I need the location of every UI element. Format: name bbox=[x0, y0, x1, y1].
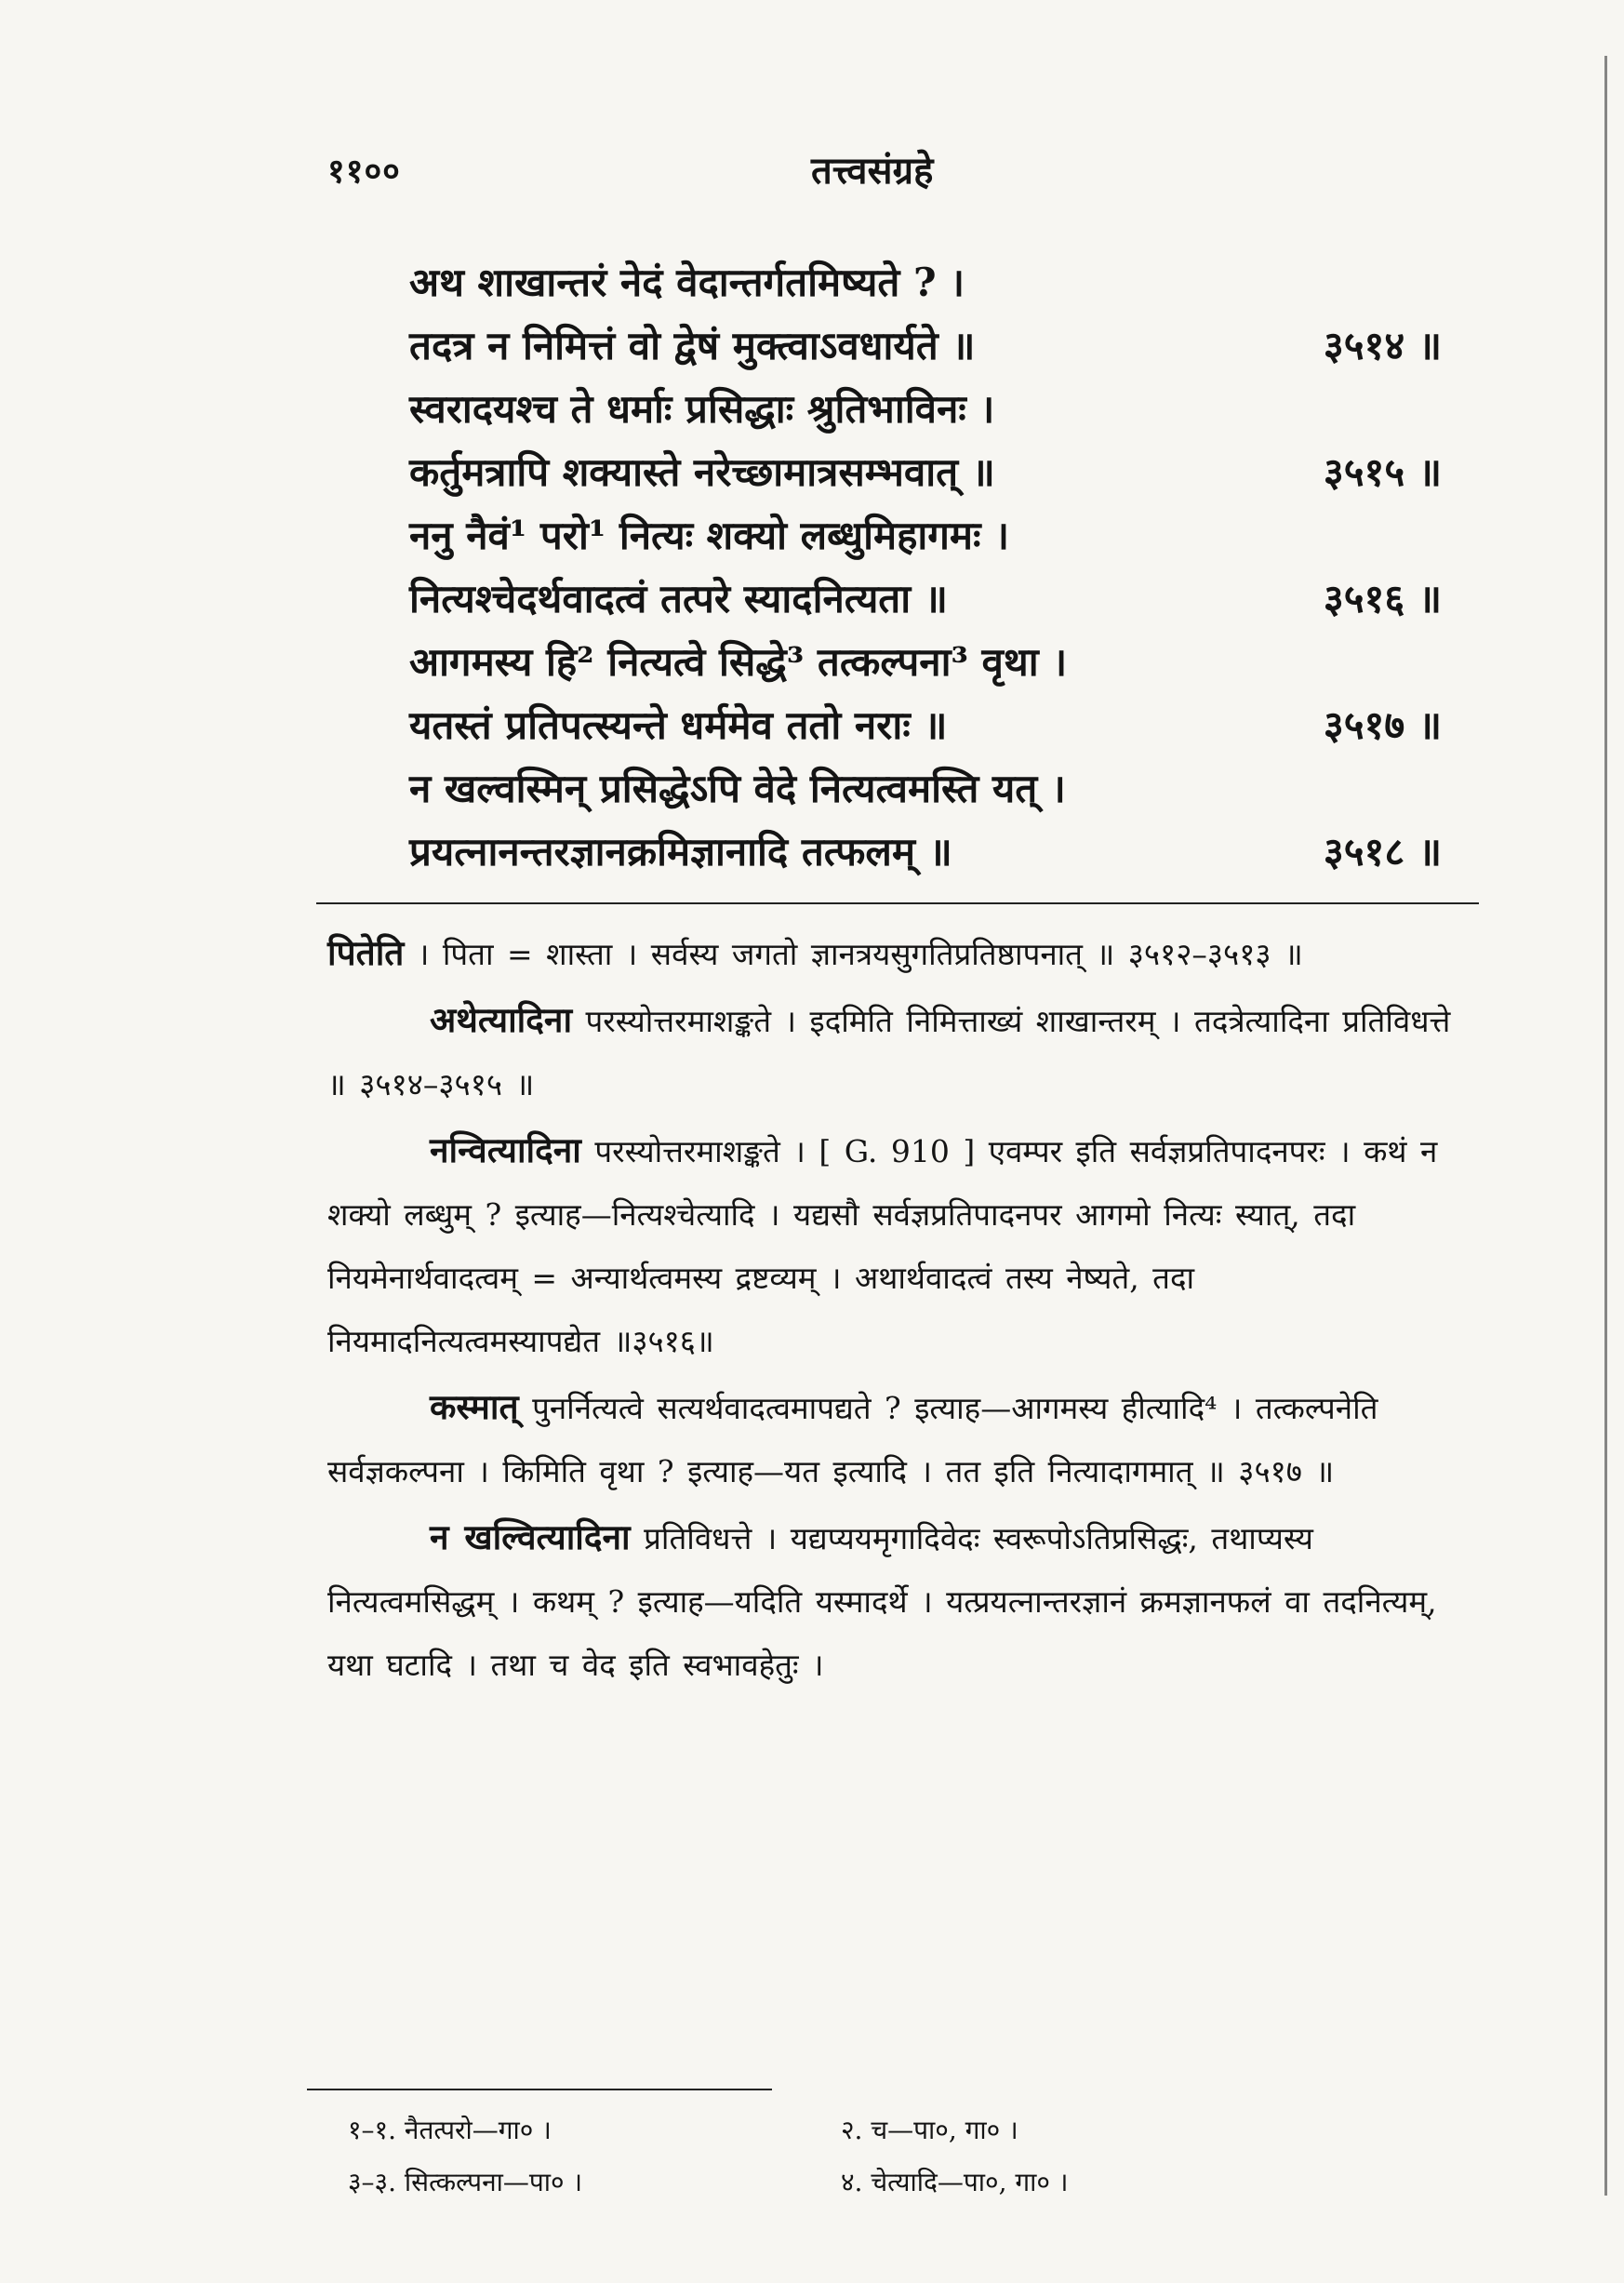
verse-line: न खल्वस्मिन् प्रसिद्धेऽपि वेदे नित्यत्वमस्ति यत् । bbox=[409, 766, 1066, 811]
page-edge bbox=[1604, 56, 1607, 2196]
verse-line: तदत्र न निमित्तं वो द्वेषं मुक्त्वाऽवधार्यते ॥ ३५१४ ॥ bbox=[409, 314, 1451, 378]
footnote-row bbox=[348, 2104, 1278, 2156]
commentary-lead: अथेत्यादिना bbox=[430, 999, 573, 1040]
verse-number: ३५१६ ॥ bbox=[1323, 576, 1442, 621]
section-divider bbox=[316, 902, 1479, 904]
page-number: ११०० bbox=[327, 152, 401, 191]
commentary-lead: नन्वित्यादिना bbox=[430, 1129, 581, 1170]
commentary-lead: पितेति bbox=[327, 932, 405, 973]
verse-line: अथ शाखान्तरं नेदं वेदान्तर्गतमिष्यते ? । bbox=[409, 260, 965, 305]
commentary-lead: कस्मात् bbox=[430, 1386, 519, 1427]
footnotes bbox=[348, 2104, 1278, 2209]
verse-line: कर्तुमत्रापि शक्यास्ते नरेच्छामात्रसम्भवात् ॥ ३५१५ ॥ bbox=[409, 441, 1451, 504]
footnote-divider bbox=[307, 2089, 772, 2090]
footnote: १–१. नैतत्परो—गा० । bbox=[348, 2115, 552, 2145]
verse-line: ननु नैवं¹ परो¹ नित्यः शक्यो लब्धुमिहागमः । bbox=[409, 513, 1010, 558]
verse-line: यतस्तं प्रतिपत्स्यन्ते धर्ममेव ततो नराः ॥ ३५१७ ॥ bbox=[409, 694, 1451, 757]
verse-number: ३५१४ ॥ bbox=[1323, 323, 1442, 368]
commentary-paragraph: अथेत्यादिना परस्योत्तरमाशङ्कते । इदमिति निमित्ताख्यं शाखान्तरम् । तदत्रेत्यादिना प्रतिविधत्ते ॥ ३५१४–३५१५ ॥ bbox=[327, 999, 1451, 1102]
commentary-paragraph: नन्वित्यादिना परस्योत्तरमाशङ्कते । [ G. 910 ] एवम्पर इति सर्वज्ञप्रतिपादनपरः । कथं न शक्यो लब्धुम् ? इत्याह—नित्यश्चेत्यादि । यद्यसौ सर्वज्ञप्रतिपादनपर आगमो नित्यः स्यात्, तदा नियमेनार्थवादत्वम् = अन्यार्थत्वमस्य द्रष्टव्यम् । अथार्थवादत्वं तस्य नेष्यते, तदा नियमादनित्यत्वमस्यापद्येत ॥३५१६॥ bbox=[327, 1129, 1438, 1359]
verse-line: स्वरादयश्च ते धर्माः प्रसिद्धाः श्रुतिभाविनः । bbox=[409, 386, 995, 432]
footnote: ३–३. सित्कल्पना—पा० । bbox=[348, 2167, 583, 2197]
verse-block bbox=[409, 251, 1451, 884]
verse-line: प्रयत्नानन्तरज्ञानक्रमिज्ञानादि तत्फलम् ॥ ३५१८ ॥ bbox=[409, 821, 1451, 884]
running-title: तत्त्वसंग्रहे bbox=[811, 149, 934, 193]
verse-line: आगमस्य हि² नित्यत्वे सिद्धे³ तत्कल्पना³ वृथा । bbox=[409, 639, 1068, 685]
commentary-paragraph: न खल्वित्यादिना प्रतिविधत्ते । यद्यप्ययमृगादिवेदः स्वरूपोऽतिप्रसिद्धः, तथाप्यस्य नित्यत्वमसिद्धम् । कथम् ? इत्याह—यदिति यस्मादर्थे । यत्प्रयत्नान्तरज्ञानं क्रमज्ञानफलं वा तदनित्यम्, यथा घटादि । तथा च वेद इति स्वभावहेतुः । bbox=[327, 1516, 1437, 1683]
verse-line: नित्यश्चेदर्थवादत्वं तत्परे स्यादनित्यता ॥ ३५१६ ॥ bbox=[409, 567, 1451, 631]
commentary-paragraph: कस्मात् पुनर्नित्यत्वे सत्यर्थवादत्वमापद्यते ? इत्याह—आगमस्य हीत्यादि⁴ । तत्कल्पनेति सर्वज्ञकल्पना । किमिति वृथा ? इत्याह—यत इत्यादि । तत इति नित्यादागमात् ॥ ३५१७ ॥ bbox=[327, 1386, 1378, 1489]
commentary-block bbox=[327, 921, 1476, 1699]
commentary-paragraph: पितेति । पिता = शास्ता । सर्वस्य जगतो ज्ञानत्रयसुगतिप्रतिष्ठापनात् ॥ ३५१२–३५१३ ॥ bbox=[327, 932, 1303, 973]
verse-number: ३५१८ ॥ bbox=[1323, 829, 1442, 874]
footnote: २. च—पा०, गा० । bbox=[841, 2115, 1018, 2145]
footnote: ४. चेत्यादि—पा०, गा० । bbox=[841, 2167, 1069, 2197]
commentary-lead: न खल्वित्यादिना bbox=[430, 1516, 631, 1557]
footnote-row bbox=[348, 2156, 1278, 2209]
verse-number: ३५१७ ॥ bbox=[1323, 702, 1442, 748]
verse-number: ३५१५ ॥ bbox=[1323, 449, 1442, 495]
page-header bbox=[327, 147, 1444, 203]
